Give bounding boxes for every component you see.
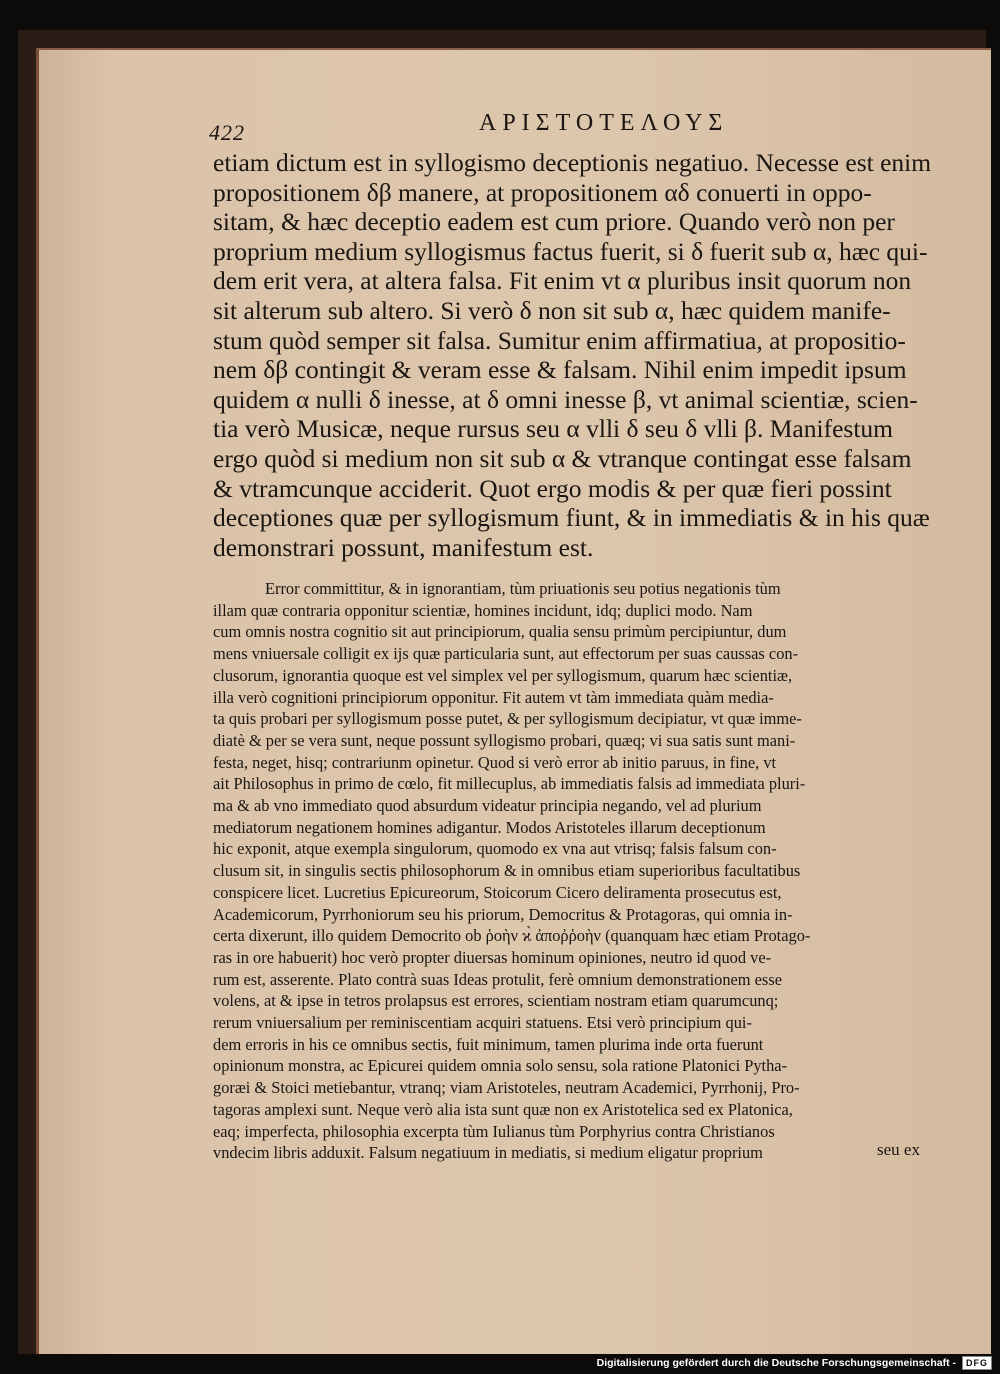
- commentary-line: conspicere licet. Lucretius Epicureorum, Stoicorum Cicero deliramenta prosecutus est,: [213, 882, 782, 902]
- commentary-line: festa, neget, hisq; contrariunm opinetur. Quod si verò error ab initio paruus, in fine, vt: [213, 752, 777, 772]
- commentary-line: clusum sit, in singulis sectis philosophorum & in omnibus etiam superioribus facultatibus: [213, 861, 801, 881]
- commentary-line: clusorum, ignorantia quoque est vel simplex vel per syllogismum, quarum hæc scientiæ,: [213, 665, 793, 685]
- commentary-line: cum omnis nostra cognitio sit aut principiorum, qualia sensu primùm percipiuntur, dum: [213, 622, 787, 642]
- commentary-line: ma & ab vno immediato quod absurdum videatur principia negando, vel ad plurium: [213, 796, 762, 816]
- main-text-line: dem erit vera, at altera falsa. Fit enim vt α pluribus insit quorum non: [213, 266, 912, 296]
- running-head: ΑΡΙΣΤΟΤΕΛΟΥΣ: [479, 110, 729, 136]
- main-text-line: ergo quòd si medium non sit sub α & vtranque contingat esse falsam: [213, 443, 912, 473]
- main-text-line: tia verò Musicæ, neque rursus seu α vlli δ seu δ vlli β. Manifestum: [213, 414, 893, 444]
- commentary-line: eaq; imperfecta, philosophia excerpta tùm Iulianus tùm Porphyrius contra Christianos: [213, 1121, 775, 1141]
- funding-footer: [597, 1356, 992, 1370]
- commentary-line: certa dixerunt, illo quidem Democrito ob ῥοὴν ϰ̀ ἀποῤῥοὴν (quanquam hæc etiam Protago-: [213, 926, 811, 946]
- commentary-line: goræi & Stoici metiebantur, vtranq; viam Aristoteles, neutram Academici, Pyrrhonij, Pro-: [213, 1078, 800, 1098]
- page-number: 422: [209, 120, 245, 145]
- commentary-line: Error committitur, & in ignorantiam, tùm priuationis seu potius negationis tùm: [265, 579, 781, 598]
- commentary-line: illam quæ contraria opponitur scientiæ, homines incidunt, idq; duplici modo. Nam: [213, 600, 753, 620]
- commentary-line: volens, at & ipse in tetros prolapsus est errores, scientiam nostram etiam quarumcunq;: [213, 991, 779, 1011]
- commentary-line: ait Philosophus in primo de cœlo, fit millecuplus, ab immediatis falsis ad immediata pluri-: [213, 774, 806, 794]
- commentary-line: mens vniuersale colligit ex ijs quæ particularia sunt, aut effectorum per suas caussas con-: [213, 644, 799, 664]
- commentary-line: dem erroris in his ce omnibus sectis, fuit minimum, tamen plurima inde orta fuerunt: [213, 1034, 764, 1054]
- main-text-line: nem δβ contingit & veram esse & falsam. Nihil enim impedit ipsum: [213, 355, 907, 385]
- commentary-block: [213, 578, 963, 1164]
- commentary-line: hic exponit, atque exempla singulorum, quomodo ex vna aut vtrisq; falsis falsum con-: [213, 839, 777, 859]
- funding-note: Digitalisierung gefördert durch die Deutsche Forschungsgemeinschaft -: [596, 1357, 956, 1369]
- commentary-line: ras in ore habuerit) hoc verò propter diuersas hominum opiniones, neutro id quod ve-: [213, 947, 772, 967]
- commentary-line: opinionum monstra, ac Epicurei quidem omnia solo sensu, sola ratione Platonici Pytha-: [213, 1056, 788, 1076]
- main-text-line: propositionem δβ manere, at propositionem αδ conuerti in oppo-: [213, 177, 872, 207]
- catchword: seu ex: [877, 1140, 920, 1159]
- main-text-block: [213, 148, 958, 562]
- main-text-line: etiam dictum est in syllogismo deceptionis negatiuo. Necesse est enim: [213, 148, 932, 177]
- commentary-line: tagoras amplexi sunt. Neque verò alia ista sunt quæ non ex Aristotelica sed ex Platonica,: [213, 1099, 793, 1119]
- commentary-line: rerum vniuersalium per reminiscentiam acquiri statuens. Etsi verò principium qui-: [213, 1013, 752, 1033]
- main-text-line: proprium medium syllogismus factus fuerit, si δ fuerit sub α, hæc qui-: [213, 236, 928, 266]
- main-text-line: sit alterum sub altero. Si verò δ non sit sub α, hæc quidem manife-: [213, 295, 891, 325]
- commentary-line: mediatorum negationem homines adigantur. Modos Aristoteles illarum deceptionum: [213, 817, 766, 837]
- main-text-line: deceptiones quæ per syllogismum fiunt, & in immediatis & in his quæ: [213, 503, 930, 533]
- page-header: [209, 108, 969, 148]
- commentary-line: vndecim libris adduxit. Falsum negatiuum in mediatis, si medium eligatur proprium: [213, 1143, 763, 1163]
- main-text-line: sitam, & hæc deceptio eadem est cum priore. Quando verò non per: [213, 207, 895, 237]
- main-text-line: demonstrari possunt, manifestum est.: [213, 532, 594, 562]
- main-text-line: quidem α nulli δ inesse, at δ omni inesse β, vt animal scientiæ, scien-: [213, 384, 918, 414]
- dfg-logo: DFG: [962, 1356, 992, 1370]
- commentary-line: ta quis probari per syllogismum posse putet, & per syllogismum decipiatur, vt quæ imme-: [213, 709, 802, 729]
- book-page: [36, 48, 991, 1356]
- commentary-line: Academicorum, Pyrrhoniorum seu his priorum, Democritus & Protagoras, qui omnia in-: [213, 904, 793, 924]
- commentary-line: rum est, asserente. Plato contrà suas Ideas protulit, ferè omnium demonstrationem esse: [213, 969, 782, 989]
- commentary-line: diatè & per se vera sunt, neque possunt syllogismo probari, quæq; vi sua satis sunt mani-: [213, 730, 796, 750]
- main-text-line: & vtramcunque acciderit. Quot ergo modis & per quæ fieri possint: [213, 473, 892, 503]
- main-text-line: stum quòd semper sit falsa. Sumitur enim affirmatiua, at propositio-: [213, 325, 906, 355]
- commentary-line: illa verò cognitioni principiorum opponitur. Fit autem vt tàm immediata quàm media-: [213, 687, 774, 707]
